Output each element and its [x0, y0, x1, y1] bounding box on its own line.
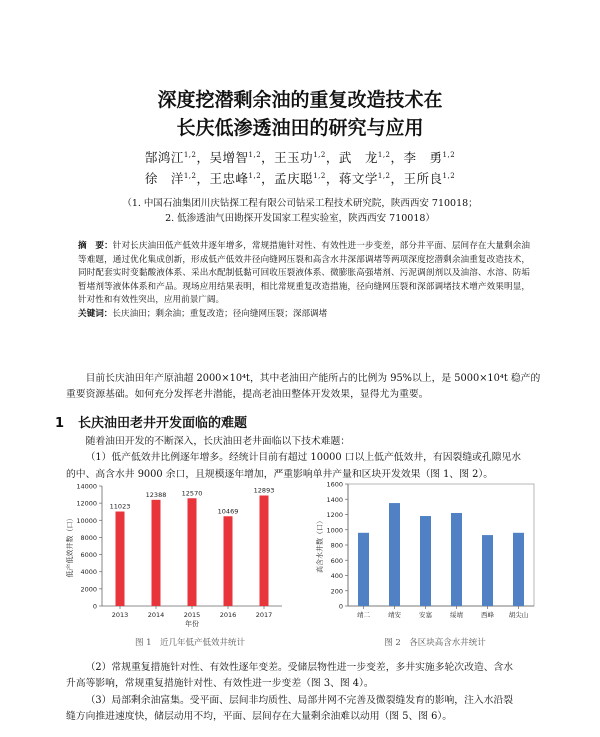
y-tick-label: 800	[330, 541, 343, 550]
y-tick-label: 14000	[76, 482, 97, 491]
abstract-label: 摘 要：	[78, 241, 113, 251]
section-1-paragraphs-continued	[66, 660, 546, 725]
bar-value-label: 12388	[145, 490, 167, 499]
bar-2017	[260, 495, 269, 606]
x-tick-label: 2016	[219, 611, 237, 619]
bar-value-label: 11023	[109, 502, 131, 511]
affiliation-line-2: 2. 低渗透油气田勘探开发国家工程实验室，陕西西安 710018）	[165, 213, 435, 224]
author-affiliation-mark: 1,2	[377, 172, 391, 180]
bar-value-label: 12570	[181, 489, 203, 498]
bar-2014	[152, 500, 161, 606]
author-name: 孟庆聪$^{1,2}$	[274, 171, 326, 187]
author-name: 王玉功$^{1,2}$	[274, 150, 326, 166]
author-affiliation-mark: 1,2	[442, 172, 456, 180]
paragraph-3-line-2: 升高等影响，常规重复措施针对性、有效性进一步变差（图 3、图 4）。	[66, 678, 374, 690]
y-tick-label: 400	[330, 572, 343, 580]
keywords-line	[78, 308, 530, 322]
plot-frame	[348, 484, 534, 606]
x-tick-label: 靖安	[388, 611, 401, 619]
y-tick-label: 1400	[326, 495, 343, 504]
y-axis-label: 低产低效井数（口）	[66, 514, 74, 578]
paragraph-2-line-2: 的中、高含水井 9000 余口，且规模逐年增加，严重影响单井产量和区块开发效果（图 1、图 2）。	[66, 468, 494, 480]
bar-安塞	[420, 516, 431, 606]
x-tick-label: 安塞	[419, 611, 432, 619]
bar-2016	[224, 516, 233, 606]
author-name: 李 勇$^{1,2}$	[403, 150, 456, 166]
x-axis-label: 年份	[185, 620, 199, 628]
x-tick-label: 2017	[255, 611, 273, 619]
section-1-paragraphs	[66, 434, 546, 483]
section-1-number: 1	[55, 416, 65, 431]
bar-value-label: 12893	[253, 486, 275, 495]
author-affiliation-mark: 1,2	[313, 151, 326, 159]
author-list-line-1: 郜鸿江$^{1,2}$，吴增智$^{1,2}$，王玉功$^{1,2}$，武 龙$^{1,2}$，李 勇$^{1,2}$	[144, 150, 456, 166]
x-tick-label: 胡尖山	[508, 611, 529, 619]
author-affiliation-mark: 1,2	[313, 172, 326, 180]
y-tick-label: 2000	[80, 585, 97, 594]
x-tick-label: 西峰	[481, 611, 494, 619]
paragraph-1: 随着油田开发的不断深入，长庆油田老井面临以下技术难题：	[85, 436, 351, 447]
y-tick-label: 8000	[80, 533, 97, 542]
y-tick-label: 12000	[76, 499, 97, 508]
intro-line-1: 目前长庆油田年产原油超 2000×10⁴t，其中老油田产能所占的比例为 95%以上，是 5000×10⁴t 稳产的	[85, 373, 541, 384]
author-affiliation-mark: 1,2	[248, 172, 262, 180]
y-tick-label: 4000	[80, 568, 97, 577]
paper-title-line-1: 深度挖潜剩余油的重复改造技术在	[157, 89, 443, 111]
author-affiliation-mark: 1,2	[377, 151, 391, 159]
author-name: 蒋文学$^{1,2}$	[338, 171, 391, 187]
y-tick-label: 10000	[76, 516, 97, 525]
figure-2-bar-chart	[312, 478, 542, 648]
y-tick-label: 600	[330, 556, 343, 565]
y-tick-label: 1600	[326, 480, 343, 489]
author-name: 郜鸿江$^{1,2}$	[144, 150, 197, 166]
bar-2013	[116, 512, 125, 606]
section-1-title: 长庆油田老井开发面临的难题	[78, 416, 248, 431]
author-name: 吴增智$^{1,2}$	[209, 150, 262, 166]
paragraph-2-line-1: （1）低产低效井比例逐年增多。经统计目前有超过 10000 口以上低产低效井，有因裂缝或孔隙见水	[85, 452, 522, 464]
figure-2-caption: 图 2 各区块高含水井统计	[384, 638, 486, 648]
y-tick-label: 0	[338, 602, 343, 611]
x-tick-label: 2014	[147, 611, 165, 619]
y-tick-label: 1000	[326, 526, 343, 535]
paper-title-line-2: 长庆低渗透油田的研究与应用	[176, 117, 424, 139]
y-axis-label: 高含水井数（口）	[316, 517, 324, 573]
bar-靖安	[389, 503, 400, 606]
intro-paragraph	[66, 371, 546, 404]
bar-2015	[188, 498, 197, 606]
author-name: 武 龙$^{1,2}$	[338, 150, 391, 166]
affiliation-line-1: （1. 中国石油集团川庆钻探工程有限公司钻采工程技术研究院，陕西西安 710018；	[122, 198, 478, 209]
y-tick-label: 1200	[326, 511, 343, 519]
bar-value-label: 10469	[217, 507, 239, 516]
author-name: 王所良$^{1,2}$	[403, 171, 456, 187]
author-list-line-2: 徐 洋$^{1,2}$，王忠峰$^{1,2}$，孟庆聪$^{1,2}$，蒋文学$^{1,2}$，王所良$^{1,2}$	[144, 171, 456, 187]
intro-line-2: 重要资源基础。如何充分发挥老井潜能，提高老油田整体开发效果，显得尤为重要。	[66, 389, 429, 401]
abstract-block	[78, 240, 530, 322]
x-tick-label: 2013	[111, 611, 129, 619]
section-1-heading	[55, 412, 247, 431]
author-name: 徐 洋$^{1,2}$	[144, 171, 197, 187]
keywords-text: 长庆油田；剩余油；重复改造；径向缝网压裂；深部调堵	[112, 308, 328, 319]
author-affiliation-mark: 1,2	[248, 151, 262, 159]
author-affiliation-mark: 1,2	[183, 151, 197, 159]
author-affiliation-mark: 1,2	[183, 172, 197, 180]
x-tick-label: 靖二	[357, 611, 370, 619]
y-tick-label: 0	[92, 602, 97, 611]
bar-靖二	[358, 533, 369, 606]
author-affiliation-mark: 1,2	[442, 151, 456, 159]
keywords-label: 关键词：	[78, 308, 113, 319]
figure-1-bar-chart	[60, 478, 290, 648]
x-tick-label: 绥靖	[450, 611, 463, 619]
x-tick-label: 2015	[183, 611, 201, 619]
paragraph-3-line-1: （2）常规重复措施针对性、有效性逐年变差。受储层物性进一步变差，多井实施多轮次改造、含水	[85, 662, 514, 673]
figure-1-caption: 图 1 近几年低产低效井统计	[134, 638, 246, 648]
bar-西峰	[482, 535, 493, 606]
y-tick-label: 200	[330, 587, 343, 596]
paragraph-4-line-1: （3）局部剩余油富集。受平面、层间非均质性、局部井网不完善及微裂缝发育的影响，注入水沿裂	[85, 694, 514, 706]
bar-胡尖山	[513, 533, 524, 606]
abstract-text: 针对长庆油田低产低效井逐年增多，常规措施针对性、有效性进一步变差，部分井平面、层间存在大量剩余油等难题，通过优化集成创新，形成低产低效井径向缝网压裂和高含水井深部调堵等两项深度挖潜剩余油重复改造技术，同时配套实时变黏酸液体系、采出水配制低黏可回收压裂液体系、微膨胀高强堵剂、污泥调剖剂以及油溶、水溶、防垢暂堵剂等液体体系和产品。现场应用结果表明，相比常规重复改造措施，径向缝网压裂和深部调堵技术增产效果明显，针对性和有效性突出，应用前景广阔。	[78, 241, 530, 306]
y-tick-label: 6000	[80, 551, 97, 560]
bar-绥靖	[451, 513, 462, 606]
paragraph-4-line-2: 缝方向推进速度快，储层动用不均，平面、层间存在大量剩余油难以动用（图 5、图 6）。	[66, 710, 453, 722]
author-name: 王忠峰$^{1,2}$	[209, 171, 262, 187]
